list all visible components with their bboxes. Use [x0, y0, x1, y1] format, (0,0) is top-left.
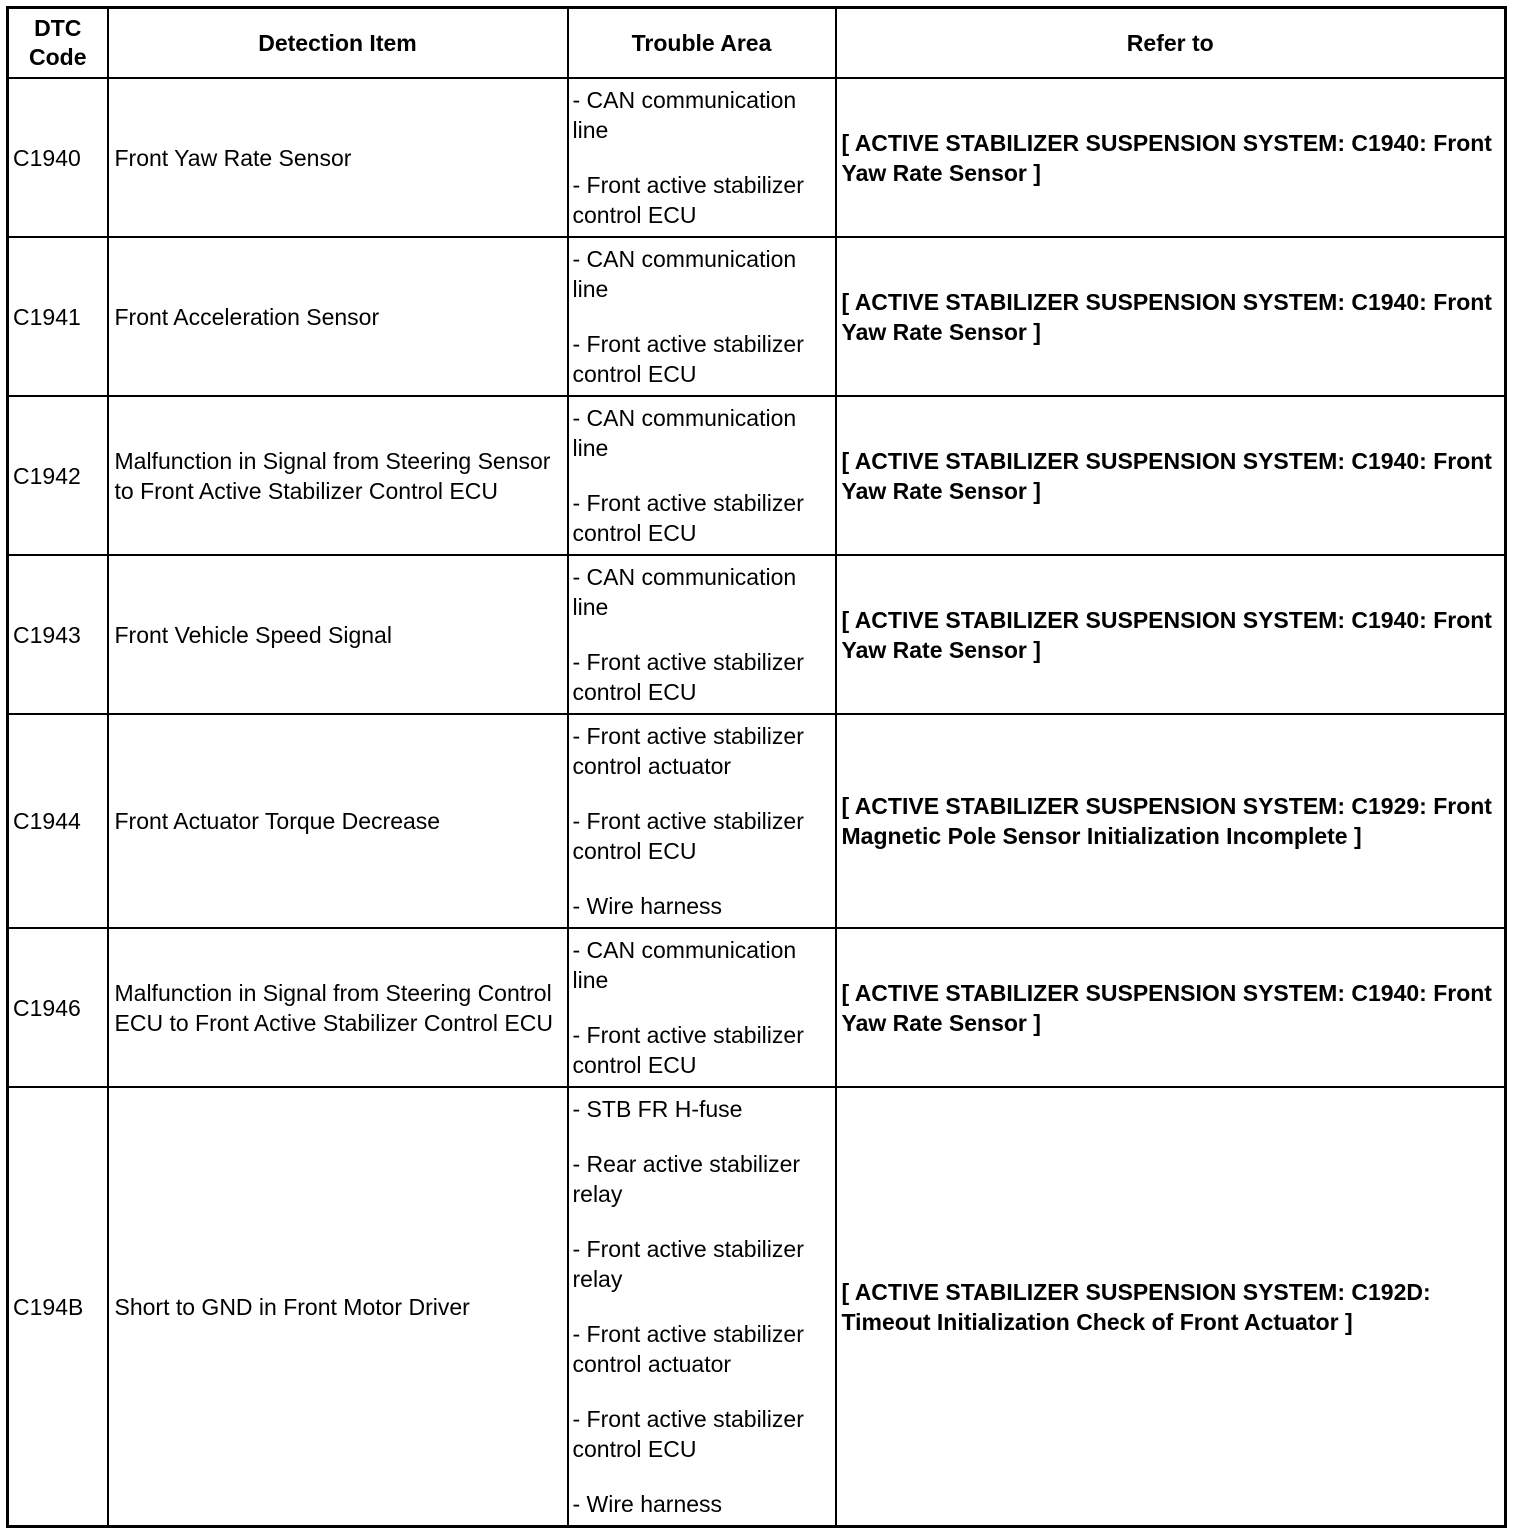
table-row [8, 396, 1506, 555]
dtc-code-cell: C1941 [8, 237, 108, 396]
table-row [8, 1087, 1506, 1527]
trouble-area-entry: - Front active stabilizer control ECU [572, 490, 804, 546]
refer-to-link[interactable]: [ ACTIVE STABILIZER SUSPENSION SYSTEM: C192D: Timeout Initialization Check of Front Actuator ] [836, 1087, 1506, 1527]
header-refer-to: Refer to [836, 8, 1506, 79]
trouble-area-entry: - Front active stabilizer control ECU [572, 649, 804, 705]
refer-to-link[interactable]: [ ACTIVE STABILIZER SUSPENSION SYSTEM: C1940: Front Yaw Rate Sensor ] [836, 78, 1506, 237]
header-row [8, 8, 1506, 79]
trouble-area-entry: - Wire harness [572, 893, 723, 919]
trouble-area-entry: - CAN communication line [572, 246, 797, 302]
trouble-area-entry: - CAN communication line [572, 564, 797, 620]
trouble-area-entry: - Front active stabilizer control ECU [572, 1022, 804, 1078]
header-trouble-area: Trouble Area [568, 8, 836, 79]
header-detection-item: Detection Item [108, 8, 568, 79]
table-row [8, 237, 1506, 396]
dtc-code-cell: C1944 [8, 714, 108, 928]
trouble-area-entry: - Front active stabilizer control ECU [572, 172, 804, 228]
trouble-area-entry: - Rear active stabilizer relay [572, 1151, 801, 1207]
refer-to-link[interactable]: [ ACTIVE STABILIZER SUSPENSION SYSTEM: C1940: Front Yaw Rate Sensor ] [836, 928, 1506, 1087]
trouble-area-entry: - STB FR H-fuse [572, 1096, 743, 1122]
table-body [8, 78, 1506, 1527]
trouble-area-cell [568, 555, 836, 714]
dtc-table [6, 6, 1507, 1528]
refer-to-link[interactable]: [ ACTIVE STABILIZER SUSPENSION SYSTEM: C1940: Front Yaw Rate Sensor ] [836, 237, 1506, 396]
trouble-area-entry: - CAN communication line [572, 937, 797, 993]
table-row [8, 78, 1506, 237]
refer-to-link[interactable]: [ ACTIVE STABILIZER SUSPENSION SYSTEM: C1940: Front Yaw Rate Sensor ] [836, 396, 1506, 555]
trouble-area-entry: - Front active stabilizer control ECU [572, 808, 804, 864]
dtc-code-cell: C194B [8, 1087, 108, 1527]
trouble-area-entry: - CAN communication line [572, 405, 797, 461]
table-row [8, 714, 1506, 928]
detection-item-cell: Malfunction in Signal from Steering Control ECU to Front Active Stabilizer Control ECU [108, 928, 568, 1087]
table-row [8, 555, 1506, 714]
detection-item-cell: Front Vehicle Speed Signal [108, 555, 568, 714]
trouble-area-entry: - Front active stabilizer control actuator [572, 723, 804, 779]
detection-item-cell: Front Actuator Torque Decrease [108, 714, 568, 928]
dtc-code-cell: C1942 [8, 396, 108, 555]
trouble-area-cell [568, 237, 836, 396]
detection-item-cell: Front Acceleration Sensor [108, 237, 568, 396]
trouble-area-entry: - Front active stabilizer control actuator [572, 1321, 804, 1377]
refer-to-link[interactable]: [ ACTIVE STABILIZER SUSPENSION SYSTEM: C1929: Front Magnetic Pole Sensor Initialization Incomplete ] [836, 714, 1506, 928]
detection-item-cell: Short to GND in Front Motor Driver [108, 1087, 568, 1527]
trouble-area-entry: - Front active stabilizer control ECU [572, 1406, 804, 1462]
dtc-code-cell: C1943 [8, 555, 108, 714]
refer-to-link[interactable]: [ ACTIVE STABILIZER SUSPENSION SYSTEM: C1940: Front Yaw Rate Sensor ] [836, 555, 1506, 714]
table-row [8, 928, 1506, 1087]
trouble-area-entry: - Front active stabilizer control ECU [572, 331, 804, 387]
trouble-area-cell [568, 396, 836, 555]
dtc-code-cell: C1946 [8, 928, 108, 1087]
trouble-area-cell [568, 1087, 836, 1527]
trouble-area-cell [568, 928, 836, 1087]
header-dtc-code: DTC Code [8, 8, 108, 79]
table-header [8, 8, 1506, 79]
detection-item-cell: Malfunction in Signal from Steering Sensor to Front Active Stabilizer Control ECU [108, 396, 568, 555]
trouble-area-entry: - CAN communication line [572, 87, 797, 143]
trouble-area-cell [568, 714, 836, 928]
trouble-area-entry: - Wire harness [572, 1491, 723, 1517]
trouble-area-entry: - Front active stabilizer relay [572, 1236, 804, 1292]
detection-item-cell: Front Yaw Rate Sensor [108, 78, 568, 237]
dtc-code-cell: C1940 [8, 78, 108, 237]
trouble-area-cell [568, 78, 836, 237]
